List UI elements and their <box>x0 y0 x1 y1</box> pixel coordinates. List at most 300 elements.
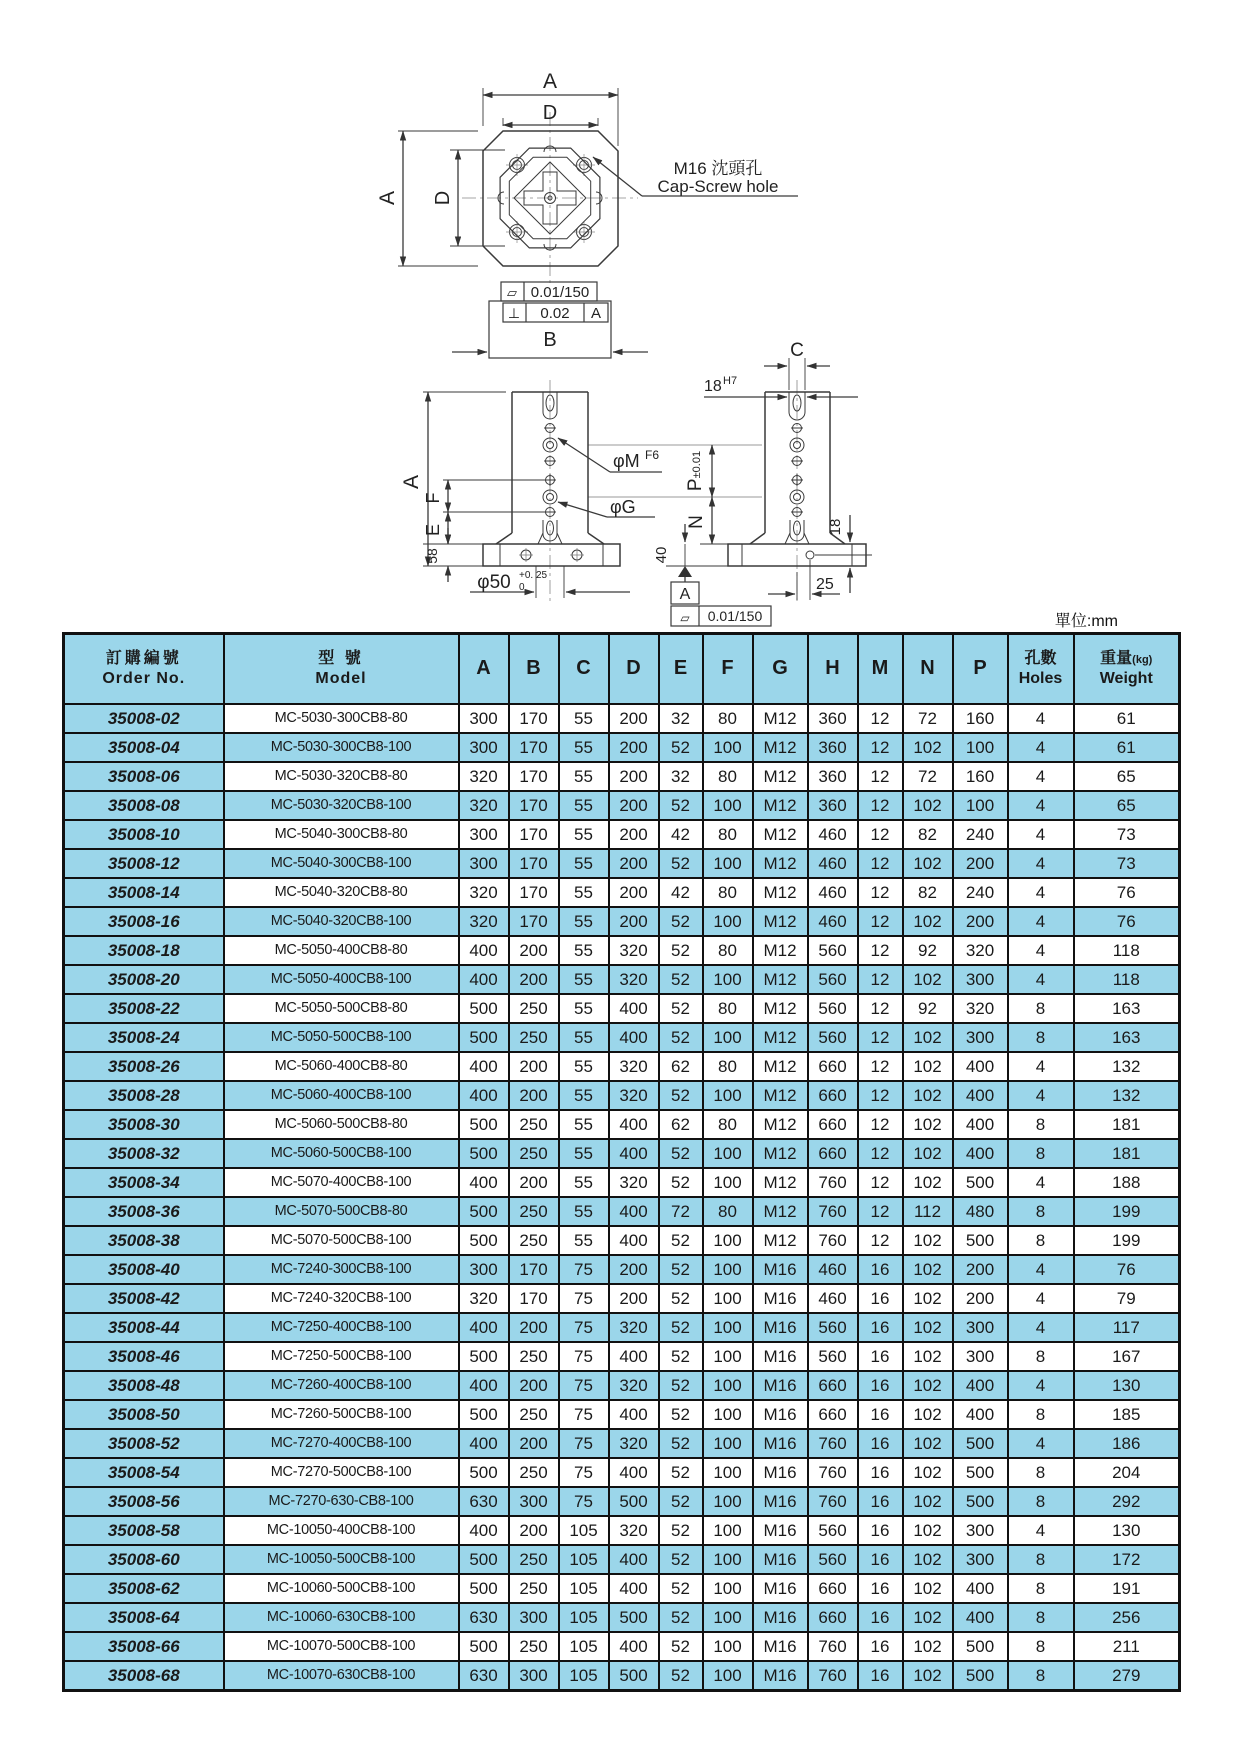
value-cell: 100 <box>703 1284 753 1313</box>
value-cell: 12 <box>858 1052 903 1081</box>
value-cell: 191 <box>1074 1574 1180 1603</box>
value-cell: 73 <box>1074 820 1180 849</box>
value-cell: 12 <box>858 936 903 965</box>
value-cell: 52 <box>659 1168 703 1197</box>
value-cell: 80 <box>703 878 753 907</box>
value-cell: 279 <box>1074 1661 1180 1691</box>
value-cell: 560 <box>808 1516 858 1545</box>
value-cell: 100 <box>703 1574 753 1603</box>
table-row <box>64 936 1180 965</box>
model-cell: MC-7240-300CB8-100 <box>224 1255 459 1284</box>
value-cell: 300 <box>953 1545 1008 1574</box>
value-cell: 55 <box>559 1226 609 1255</box>
header-weight-en: Weight <box>1099 669 1153 687</box>
value-cell: 105 <box>559 1516 609 1545</box>
flatness-value: 0.01/150 <box>707 608 763 624</box>
flatness-value: 0.01/150 <box>530 284 590 301</box>
header-dim-p: P <box>953 634 1008 704</box>
model-cell: MC-7260-500CB8-100 <box>224 1400 459 1429</box>
header-model-en: Model <box>315 669 367 687</box>
header-model-zh: 型 號 <box>318 649 364 667</box>
value-cell: 200 <box>609 1284 659 1313</box>
value-cell: 760 <box>808 1458 858 1487</box>
value-cell: 160 <box>953 704 1008 733</box>
value-cell: 500 <box>459 1197 509 1226</box>
value-cell: 80 <box>703 1197 753 1226</box>
value-cell: 102 <box>903 1545 953 1574</box>
value-cell: 360 <box>808 762 858 791</box>
value-cell: 200 <box>509 1313 559 1342</box>
value-cell: 400 <box>609 1110 659 1139</box>
value-cell: 75 <box>559 1255 609 1284</box>
table-row <box>64 820 1180 849</box>
value-cell: 500 <box>459 1139 509 1168</box>
header-dim-b: B <box>509 634 559 704</box>
value-cell: 8 <box>1008 1226 1074 1255</box>
value-cell: 52 <box>659 733 703 762</box>
value-cell: 118 <box>1074 936 1180 965</box>
value-cell: 400 <box>953 1139 1008 1168</box>
value-cell: 400 <box>609 1139 659 1168</box>
value-cell: 4 <box>1008 1255 1074 1284</box>
value-cell: 4 <box>1008 1284 1074 1313</box>
value-cell: 200 <box>609 733 659 762</box>
value-cell: 105 <box>559 1574 609 1603</box>
value-cell: 102 <box>903 1226 953 1255</box>
order-no-cell: 35008-56 <box>64 1487 224 1516</box>
value-cell: 12 <box>858 1168 903 1197</box>
value-cell: 4 <box>1008 878 1074 907</box>
value-cell: 163 <box>1074 1023 1180 1052</box>
value-cell: 100 <box>703 1342 753 1371</box>
value-cell: 320 <box>609 1052 659 1081</box>
value-cell: 300 <box>509 1487 559 1516</box>
dim-e: E <box>423 523 443 537</box>
value-cell: 52 <box>659 1632 703 1661</box>
value-cell: 105 <box>559 1603 609 1632</box>
perpendicularity-value: 0.02 <box>540 305 570 322</box>
model-cell: MC-5050-500CB8-80 <box>224 994 459 1023</box>
value-cell: 660 <box>808 1139 858 1168</box>
value-cell: 4 <box>1008 1313 1074 1342</box>
value-cell: 300 <box>953 1023 1008 1052</box>
value-cell: 102 <box>903 1661 953 1691</box>
value-cell: 12 <box>858 791 903 820</box>
value-cell: 75 <box>559 1458 609 1487</box>
table-row <box>64 1110 1180 1139</box>
value-cell: 186 <box>1074 1429 1180 1458</box>
value-cell: 660 <box>808 1081 858 1110</box>
value-cell: 55 <box>559 762 609 791</box>
order-no-cell: 35008-08 <box>64 791 224 820</box>
dim-d-top: D <box>542 102 558 124</box>
value-cell: 250 <box>509 994 559 1023</box>
value-cell: 460 <box>808 1255 858 1284</box>
top-view-drawing <box>376 70 798 358</box>
value-cell: 460 <box>808 1284 858 1313</box>
value-cell: 320 <box>953 936 1008 965</box>
value-cell: 167 <box>1074 1342 1180 1371</box>
value-cell: 320 <box>609 1371 659 1400</box>
front-view-drawing <box>400 380 662 605</box>
flatness-symbol-icon: ▱ <box>680 611 690 625</box>
value-cell: 16 <box>858 1255 903 1284</box>
value-cell: 16 <box>858 1603 903 1632</box>
value-cell: 500 <box>459 1545 509 1574</box>
value-cell: M16 <box>753 1400 808 1429</box>
value-cell: 8 <box>1008 1487 1074 1516</box>
header-dim-c: C <box>559 634 609 704</box>
table-row <box>64 1487 1180 1516</box>
value-cell: 4 <box>1008 1516 1074 1545</box>
value-cell: 52 <box>659 1487 703 1516</box>
table-row <box>64 1342 1180 1371</box>
value-cell: 8 <box>1008 1400 1074 1429</box>
value-cell: 102 <box>903 1313 953 1342</box>
table-body <box>64 704 1180 1691</box>
value-cell: 75 <box>559 1284 609 1313</box>
value-cell: 400 <box>459 1516 509 1545</box>
value-cell: 52 <box>659 965 703 994</box>
header-weight-zh: 重量 <box>1100 649 1133 667</box>
model-cell: MC-5060-400CB8-80 <box>224 1052 459 1081</box>
value-cell: 100 <box>703 1313 753 1342</box>
value-cell: M12 <box>753 994 808 1023</box>
value-cell: 130 <box>1074 1516 1180 1545</box>
value-cell: 12 <box>858 820 903 849</box>
order-no-cell: 35008-38 <box>64 1226 224 1255</box>
value-cell: 55 <box>559 878 609 907</box>
dim-c: C <box>790 340 804 361</box>
table-row <box>64 733 1180 762</box>
value-cell: 400 <box>609 1574 659 1603</box>
order-no-cell: 35008-34 <box>64 1168 224 1197</box>
value-cell: 52 <box>659 1603 703 1632</box>
order-no-cell: 35008-68 <box>64 1661 224 1691</box>
value-cell: 204 <box>1074 1458 1180 1487</box>
value-cell: 100 <box>703 1371 753 1400</box>
value-cell: M16 <box>753 1429 808 1458</box>
value-cell: 760 <box>808 1429 858 1458</box>
value-cell: 102 <box>903 1023 953 1052</box>
value-cell: 500 <box>459 1110 509 1139</box>
order-no-cell: 35008-28 <box>64 1081 224 1110</box>
value-cell: 200 <box>953 849 1008 878</box>
order-no-cell: 35008-50 <box>64 1400 224 1429</box>
value-cell: 320 <box>953 994 1008 1023</box>
value-cell: 100 <box>953 733 1008 762</box>
value-cell: 100 <box>703 849 753 878</box>
value-cell: 188 <box>1074 1168 1180 1197</box>
value-cell: 560 <box>808 1342 858 1371</box>
value-cell: 8 <box>1008 1023 1074 1052</box>
value-cell: 16 <box>858 1371 903 1400</box>
order-no-cell: 35008-02 <box>64 704 224 733</box>
value-cell: 12 <box>858 994 903 1023</box>
header-dim-h: H <box>808 634 858 704</box>
value-cell: 52 <box>659 849 703 878</box>
value-cell: 55 <box>559 936 609 965</box>
value-cell: 32 <box>659 762 703 791</box>
table-row <box>64 1574 1180 1603</box>
order-no-cell: 35008-32 <box>64 1139 224 1168</box>
table-row <box>64 762 1180 791</box>
value-cell: 16 <box>858 1632 903 1661</box>
value-cell: 400 <box>609 1545 659 1574</box>
value-cell: 660 <box>808 1110 858 1139</box>
value-cell: 300 <box>459 1255 509 1284</box>
value-cell: 200 <box>509 1081 559 1110</box>
value-cell: 76 <box>1074 1255 1180 1284</box>
table-row <box>64 1545 1180 1574</box>
value-cell: 500 <box>459 1342 509 1371</box>
value-cell: 8 <box>1008 1197 1074 1226</box>
value-cell: 12 <box>858 878 903 907</box>
table-row <box>64 1429 1180 1458</box>
value-cell: 500 <box>953 1429 1008 1458</box>
value-cell: 8 <box>1008 1632 1074 1661</box>
value-cell: 500 <box>459 1226 509 1255</box>
value-cell: 52 <box>659 1313 703 1342</box>
value-cell: 300 <box>509 1603 559 1632</box>
value-cell: 320 <box>459 762 509 791</box>
value-cell: 102 <box>903 1081 953 1110</box>
datum-a-label: A <box>679 586 691 603</box>
value-cell: 75 <box>559 1400 609 1429</box>
value-cell: M12 <box>753 1081 808 1110</box>
model-cell: MC-5070-400CB8-100 <box>224 1168 459 1197</box>
value-cell: 300 <box>953 1313 1008 1342</box>
header-order-en: Order No. <box>102 669 186 687</box>
value-cell: 16 <box>858 1516 903 1545</box>
value-cell: 12 <box>858 1023 903 1052</box>
value-cell: 300 <box>459 733 509 762</box>
model-cell: MC-10060-500CB8-100 <box>224 1574 459 1603</box>
value-cell: 400 <box>459 1168 509 1197</box>
value-cell: 500 <box>459 1632 509 1661</box>
perpendicularity-symbol-icon: ⊥ <box>507 305 521 321</box>
value-cell: 16 <box>858 1574 903 1603</box>
value-cell: 65 <box>1074 791 1180 820</box>
value-cell: 75 <box>559 1371 609 1400</box>
value-cell: 100 <box>703 733 753 762</box>
value-cell: 52 <box>659 1371 703 1400</box>
value-cell: 102 <box>903 1574 953 1603</box>
value-cell: 170 <box>509 704 559 733</box>
value-cell: 660 <box>808 1574 858 1603</box>
value-cell: 170 <box>509 762 559 791</box>
value-cell: 200 <box>509 1371 559 1400</box>
value-cell: 320 <box>609 936 659 965</box>
table-row <box>64 1284 1180 1313</box>
value-cell: 102 <box>903 1632 953 1661</box>
value-cell: 250 <box>509 1342 559 1371</box>
value-cell: 199 <box>1074 1197 1180 1226</box>
value-cell: 72 <box>903 762 953 791</box>
value-cell: 500 <box>459 1458 509 1487</box>
value-cell: 100 <box>703 965 753 994</box>
value-cell: 16 <box>858 1487 903 1516</box>
model-cell: MC-5050-400CB8-80 <box>224 936 459 965</box>
value-cell: 80 <box>703 1110 753 1139</box>
value-cell: M16 <box>753 1255 808 1284</box>
value-cell: 16 <box>858 1284 903 1313</box>
value-cell: 52 <box>659 994 703 1023</box>
value-cell: 75 <box>559 1429 609 1458</box>
value-cell: 250 <box>509 1458 559 1487</box>
table-row <box>64 1400 1180 1429</box>
value-cell: 360 <box>808 704 858 733</box>
value-cell: 102 <box>903 907 953 936</box>
model-cell: MC-7250-400CB8-100 <box>224 1313 459 1342</box>
model-cell: MC-5030-300CB8-100 <box>224 733 459 762</box>
model-cell: MC-10060-630CB8-100 <box>224 1603 459 1632</box>
order-no-cell: 35008-18 <box>64 936 224 965</box>
table-row <box>64 1023 1180 1052</box>
value-cell: 400 <box>459 1429 509 1458</box>
value-cell: 400 <box>459 1052 509 1081</box>
value-cell: 760 <box>808 1632 858 1661</box>
value-cell: 560 <box>808 1313 858 1342</box>
value-cell: 12 <box>858 965 903 994</box>
value-cell: 102 <box>903 791 953 820</box>
order-no-cell: 35008-10 <box>64 820 224 849</box>
side-view-drawing <box>653 340 872 626</box>
value-cell: 500 <box>459 1023 509 1052</box>
value-cell: M16 <box>753 1342 808 1371</box>
model-cell: MC-5040-320CB8-80 <box>224 878 459 907</box>
value-cell: 200 <box>609 704 659 733</box>
value-cell: 560 <box>808 936 858 965</box>
datum-a-flag <box>671 582 699 604</box>
value-cell: 12 <box>858 1226 903 1255</box>
value-cell: 55 <box>559 1197 609 1226</box>
dim-n: N <box>686 515 707 529</box>
value-cell: 400 <box>953 1603 1008 1632</box>
flatness-frame <box>501 282 597 301</box>
value-cell: 102 <box>903 1139 953 1168</box>
value-cell: 200 <box>953 1284 1008 1313</box>
value-cell: M12 <box>753 849 808 878</box>
value-cell: 4 <box>1008 820 1074 849</box>
value-cell: 172 <box>1074 1545 1180 1574</box>
table-row <box>64 791 1180 820</box>
value-cell: 102 <box>903 1052 953 1081</box>
value-cell: M16 <box>753 1284 808 1313</box>
value-cell: 170 <box>509 878 559 907</box>
header-order-no <box>64 634 224 704</box>
value-cell: 72 <box>903 704 953 733</box>
table-row <box>64 1516 1180 1545</box>
spec-table <box>62 632 1181 1692</box>
value-cell: 170 <box>509 1255 559 1284</box>
cap-screw-note-en: Cap-Screw hole <box>657 177 779 196</box>
order-no-cell: 35008-06 <box>64 762 224 791</box>
cap-screw-holes-icon <box>506 154 595 243</box>
table-row <box>64 1255 1180 1284</box>
value-cell: 320 <box>459 907 509 936</box>
value-cell: 400 <box>459 965 509 994</box>
value-cell: 360 <box>808 791 858 820</box>
table-row <box>64 1458 1180 1487</box>
value-cell: 211 <box>1074 1632 1180 1661</box>
value-cell: 660 <box>808 1052 858 1081</box>
value-cell: 42 <box>659 820 703 849</box>
value-cell: 75 <box>559 1342 609 1371</box>
value-cell: M12 <box>753 733 808 762</box>
header-dim-a: A <box>459 634 509 704</box>
value-cell: 320 <box>609 1081 659 1110</box>
value-cell: 300 <box>509 1661 559 1691</box>
value-cell: 240 <box>953 820 1008 849</box>
value-cell: M16 <box>753 1632 808 1661</box>
header-dim-n: N <box>903 634 953 704</box>
value-cell: M12 <box>753 791 808 820</box>
value-cell: 163 <box>1074 994 1180 1023</box>
value-cell: 170 <box>509 791 559 820</box>
header-dim-m: M <box>858 634 903 704</box>
value-cell: M12 <box>753 965 808 994</box>
order-no-cell: 35008-22 <box>64 994 224 1023</box>
value-cell: 4 <box>1008 791 1074 820</box>
value-cell: 112 <box>903 1197 953 1226</box>
value-cell: 8 <box>1008 994 1074 1023</box>
value-cell: 300 <box>953 1516 1008 1545</box>
value-cell: 52 <box>659 1081 703 1110</box>
value-cell: 55 <box>559 1110 609 1139</box>
value-cell: 256 <box>1074 1603 1180 1632</box>
value-cell: 320 <box>609 965 659 994</box>
value-cell: 181 <box>1074 1110 1180 1139</box>
value-cell: 12 <box>858 762 903 791</box>
order-no-cell: 35008-62 <box>64 1574 224 1603</box>
model-cell: MC-7260-400CB8-100 <box>224 1371 459 1400</box>
value-cell: 4 <box>1008 936 1074 965</box>
value-cell: 400 <box>609 994 659 1023</box>
value-cell: M16 <box>753 1661 808 1691</box>
dim-18h7: 18 <box>704 378 722 395</box>
value-cell: 100 <box>703 1139 753 1168</box>
order-no-cell: 35008-54 <box>64 1458 224 1487</box>
value-cell: M12 <box>753 1168 808 1197</box>
value-cell: 300 <box>459 704 509 733</box>
value-cell: 55 <box>559 820 609 849</box>
value-cell: 185 <box>1074 1400 1180 1429</box>
value-cell: 100 <box>703 1516 753 1545</box>
order-no-cell: 35008-58 <box>64 1516 224 1545</box>
model-cell: MC-10050-400CB8-100 <box>224 1516 459 1545</box>
value-cell: M16 <box>753 1458 808 1487</box>
table-row <box>64 878 1180 907</box>
value-cell: 8 <box>1008 1603 1074 1632</box>
value-cell: 16 <box>858 1342 903 1371</box>
table-row <box>64 849 1180 878</box>
value-cell: M12 <box>753 1139 808 1168</box>
dim-phi-m-fit: F6 <box>645 448 660 462</box>
value-cell: 500 <box>459 1574 509 1603</box>
value-cell: 4 <box>1008 1052 1074 1081</box>
value-cell: 500 <box>953 1661 1008 1691</box>
value-cell: 102 <box>903 849 953 878</box>
value-cell: 52 <box>659 1139 703 1168</box>
value-cell: 300 <box>459 820 509 849</box>
value-cell: 100 <box>703 1400 753 1429</box>
value-cell: 102 <box>903 965 953 994</box>
value-cell: 320 <box>609 1168 659 1197</box>
value-cell: 250 <box>509 1197 559 1226</box>
value-cell: 200 <box>953 907 1008 936</box>
value-cell: 200 <box>609 791 659 820</box>
